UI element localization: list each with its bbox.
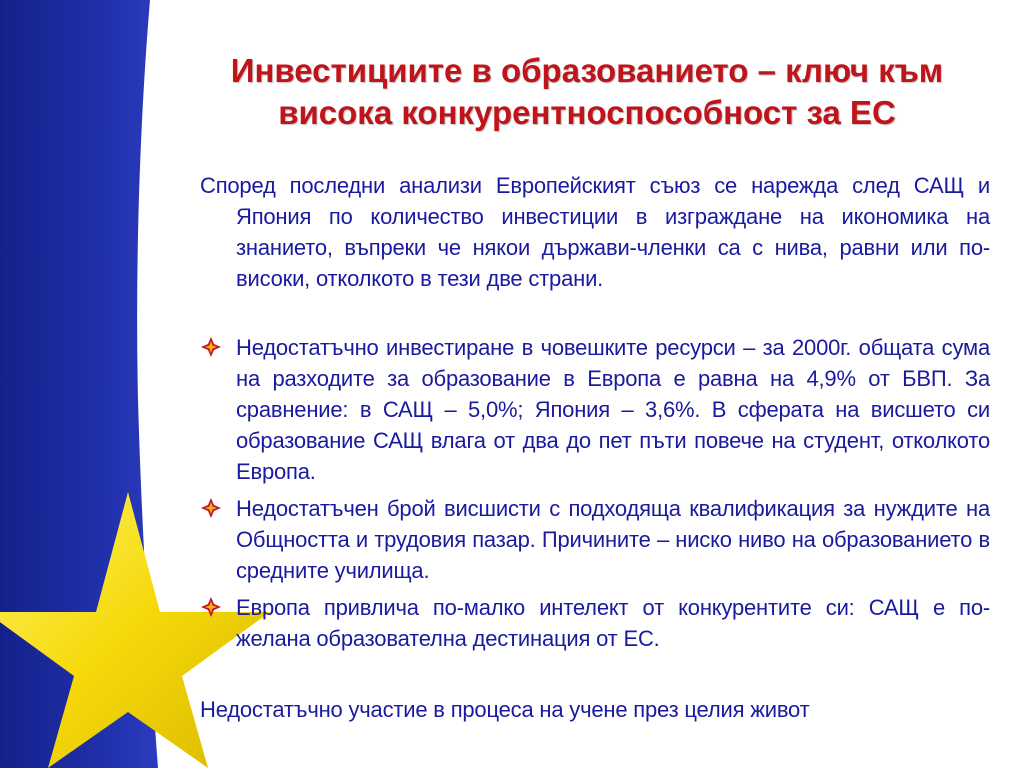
bullet-text: Европа привлича по-малко интелект от конкурентите си: САЩ е по-желана образователна дестинация от ЕС. [236,595,990,651]
diamond-bullet-icon [200,596,222,618]
slide-body [200,170,990,725]
bullet-item [200,493,990,586]
intro-paragraph: Според последни анализи Европейският съюз се нарежда след САЩ и Япония по количество инвестиции в изграждане на икономика на знанието, въпреки че някои държави-членки са с нива, равни или по-високи, отколкото в тези две страни. [200,173,990,291]
diamond-bullet-icon [200,336,222,358]
slide-title [150,50,1024,134]
bullet-text: Недостатъчен брой висшисти с подходяща квалификация за нуждите на Общността и трудовия пазар. Причините – ниско ниво на образованието в средните училища. [236,496,990,583]
bullet-item [200,592,990,654]
title-line-1: Инвестициите в образованието – ключ към [230,52,944,89]
bullet-item [200,332,990,487]
closing-line: Недостатъчно участие в процеса на учене през целия живот [200,697,810,722]
diamond-bullet-icon [200,497,222,519]
bullet-text: Недостатъчно инвестиране в човешките ресурси – за 2000г. общата сума на разходите за образование в Европа е равна на 4,9% от БВП. За сравнение: в САЩ – 5,0%; Япония – 3,6%. В сферата на висшето си образование САЩ влага от два до пет пъти повече на студент, отколкото Европа. [236,335,990,484]
title-line-2: висока конкурентноспособност за ЕС [278,94,896,131]
